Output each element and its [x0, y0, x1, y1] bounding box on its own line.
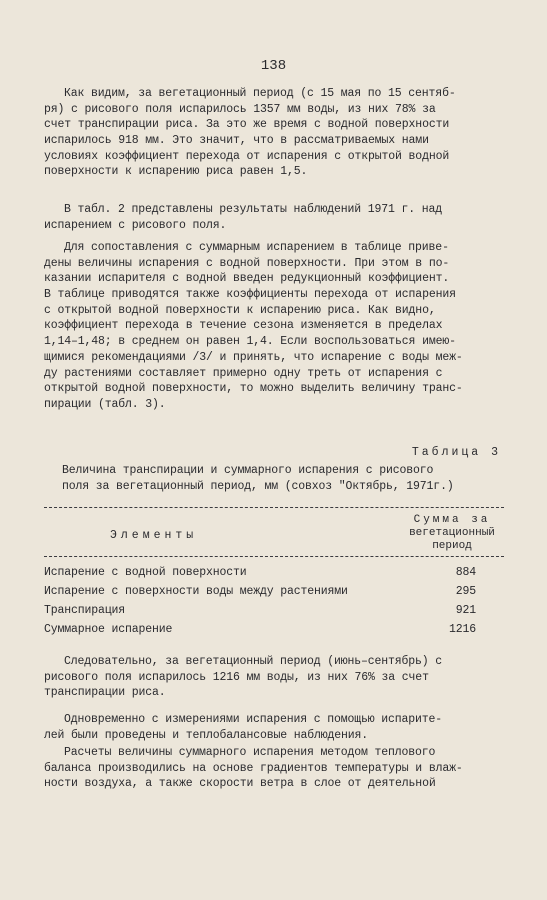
text-line: лей были проведены и теплобалансовые наблюдения. [44, 728, 369, 742]
text-line: щимися рекомендациями /3/ и принять, что испарение с воды меж- [44, 350, 463, 364]
table-row [44, 585, 476, 598]
table-row [44, 566, 476, 579]
row-label: Испарение с водной поверхности [44, 566, 247, 579]
text-line: 1,14–1,48; в среднем он равен 1,4. Если воспользоваться имею- [44, 335, 456, 349]
text-line: В таблице приводятся также коэффициенты перехода от испарения [44, 288, 456, 302]
text-line: В табл. 2 представлены результаты наблюдений 1971 г. над [64, 203, 443, 216]
row-label: Суммарное испарение [44, 623, 173, 636]
text-line: открытой водной поверхности, то можно выделить величину транс- [44, 382, 463, 396]
text-line: поверхности к испарению риса равен 1,5. [44, 165, 308, 179]
text-line: ности воздуха, а также скорости ветра в слое от деятельной [44, 777, 436, 791]
paragraph-5 [44, 712, 506, 743]
text-line: ду растениями составляет примерно одну треть от испарения с [44, 366, 443, 380]
table-caption [62, 463, 522, 494]
text-line: счет транспирации риса. За это же время с водной поверхности [44, 118, 450, 132]
row-value: 921 [455, 604, 476, 617]
header-line: Сумма за [413, 514, 491, 526]
header-line: вегетационный [409, 527, 495, 539]
text-line: Одновременно с измерениями испарения с помощью испарите- [64, 713, 443, 726]
text-line: казании испарителя с водной введен редукционный коэффициент. [44, 272, 450, 286]
paragraph-2 [44, 202, 506, 233]
text-line: коэффициент перехода в течение сезона изменяется в пределах [44, 319, 443, 333]
table-row [44, 623, 476, 636]
row-value: 295 [455, 585, 476, 598]
column-header-sum [392, 514, 512, 553]
text-line: рисового поля испарилось 1216 мм воды, из них 76% за счет [44, 670, 429, 684]
row-label: Транспирация [44, 604, 126, 617]
header-line: период [432, 540, 472, 552]
paragraph-1 [44, 86, 506, 180]
table-rule-header [44, 556, 504, 557]
table-row [44, 604, 476, 617]
text-line: испарилось 918 мм. Это значит, что в рассматриваемых нами [44, 134, 429, 148]
text-line: баланса производились на основе градиентов температуры и влаж- [44, 761, 463, 775]
paragraph-3 [44, 240, 506, 413]
paragraph-6 [44, 745, 506, 792]
row-value: 1216 [448, 623, 476, 636]
text-line: транспирации риса. [44, 686, 166, 700]
text-line: испарением с рисового поля. [44, 218, 227, 232]
text-line: дены величины испарения с водной поверхности. При этом в по- [44, 256, 450, 270]
caption-line: поля за вегетационный период, мм (совхоз "Октябрь, 1971г.) [62, 479, 454, 493]
text-line: условиях коэффициент перехода от испарения с открытой водной [44, 149, 450, 163]
text-line: Как видим, за вегетационный период (с 15 мая по 15 сентяб- [64, 87, 456, 100]
caption-line: Величина транспирации и суммарного испарения с рисового [62, 464, 434, 477]
text-line: Для сопоставления с суммарным испарением в таблице приве- [64, 241, 449, 254]
text-line: Следовательно, за вегетационный период (июнь–сентябрь) с [64, 655, 443, 668]
row-value: 884 [455, 566, 476, 579]
table-rule-top [44, 507, 504, 508]
paragraph-4 [44, 654, 506, 701]
column-header-elements: Элементы [110, 529, 198, 542]
row-label: Испарение с поверхности воды между растениями [44, 585, 348, 598]
text-line: ря) с рисового поля испарилось 1357 мм воды, из них 78% за [44, 102, 436, 116]
text-line: пирации (табл. 3). [44, 397, 166, 411]
table-label: Таблица 3 [411, 446, 501, 459]
text-line: Расчеты величины суммарного испарения методом теплового [64, 746, 436, 759]
text-line: с открытой водной поверхности к испарению риса. Как видно, [44, 303, 436, 317]
page-number: 138 [260, 58, 287, 74]
